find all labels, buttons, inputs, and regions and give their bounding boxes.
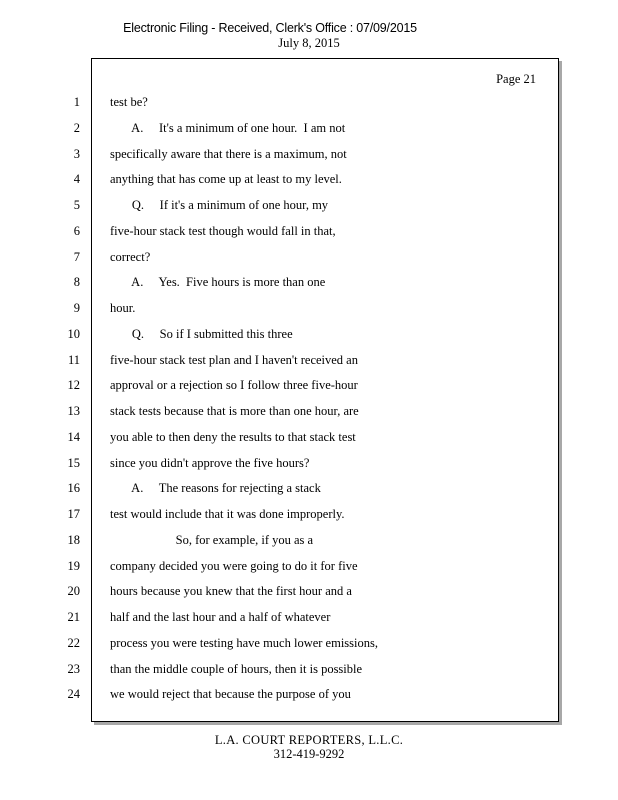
line-number: 8 — [73, 275, 80, 289]
line-number: 5 — [73, 198, 80, 212]
line-text: Q. So if I submitted this three — [110, 327, 293, 341]
line-number: 6 — [73, 224, 80, 238]
line-text: we would reject that because the purpose of you — [110, 687, 351, 701]
line-text: half and the last hour and a half of whatever — [110, 610, 331, 624]
line-text: So, for example, if you as a — [110, 533, 314, 547]
line-number: 11 — [67, 353, 80, 367]
line-number: 2 — [73, 121, 80, 135]
line-text: hours because you knew that the first hour and a — [110, 584, 352, 598]
line-number: 16 — [67, 481, 80, 495]
line-number: 3 — [73, 147, 80, 161]
line-text: anything that has come up at least to my level. — [110, 172, 342, 186]
line-text: correct? — [110, 250, 151, 264]
line-number: 15 — [67, 456, 80, 470]
reporter-company: L.A. COURT REPORTERS, L.L.C. — [214, 733, 404, 747]
line-number: 24 — [67, 687, 80, 701]
line-number: 14 — [67, 430, 80, 444]
line-number: 1 — [73, 95, 80, 109]
line-number: 23 — [67, 662, 80, 676]
line-text: test be? — [110, 95, 148, 109]
line-text: you able to then deny the results to that stack test — [110, 430, 356, 444]
line-text: company decided you were going to do it for five — [110, 559, 358, 573]
line-number: 4 — [73, 172, 80, 186]
line-number: 18 — [67, 533, 80, 547]
line-number: 22 — [67, 636, 80, 650]
line-text: Q. If it's a minimum of one hour, my — [110, 198, 329, 212]
line-number: 7 — [73, 250, 80, 264]
line-number: 10 — [67, 327, 80, 341]
line-number: 20 — [67, 584, 80, 598]
line-text: approval or a rejection so I follow three five-hour — [110, 378, 358, 392]
line-text: five-hour stack test though would fall in that, — [110, 224, 336, 238]
line-text: process you were testing have much lower emissions, — [110, 636, 378, 650]
line-text: A. The reasons for rejecting a stack — [110, 481, 321, 495]
line-number: 13 — [67, 404, 80, 418]
reporter-phone: 312-419-9292 — [273, 747, 345, 761]
line-number: 21 — [67, 610, 80, 624]
line-text: A. Yes. Five hours is more than one — [110, 275, 326, 289]
line-text: five-hour stack test plan and I haven't received an — [110, 353, 358, 367]
line-text: A. It's a minimum of one hour. I am not — [110, 121, 346, 135]
filing-stamp: Electronic Filing - Received, Clerk's Office : 07/09/2015 — [123, 21, 417, 35]
line-text: specifically aware that there is a maximum, not — [110, 147, 347, 161]
line-number: 12 — [67, 378, 80, 392]
line-number: 19 — [67, 559, 80, 573]
line-number: 9 — [73, 301, 80, 315]
line-text: stack tests because that is more than one hour, are — [110, 404, 359, 418]
page-number: Page 21 — [496, 72, 536, 86]
line-text: test would include that it was done improperly. — [110, 507, 345, 521]
transcript-date: July 8, 2015 — [278, 36, 340, 50]
line-text: hour. — [110, 301, 136, 315]
line-number: 17 — [67, 507, 80, 521]
line-text: than the middle couple of hours, then it is possible — [110, 662, 363, 676]
line-text: since you didn't approve the five hours? — [110, 456, 310, 470]
